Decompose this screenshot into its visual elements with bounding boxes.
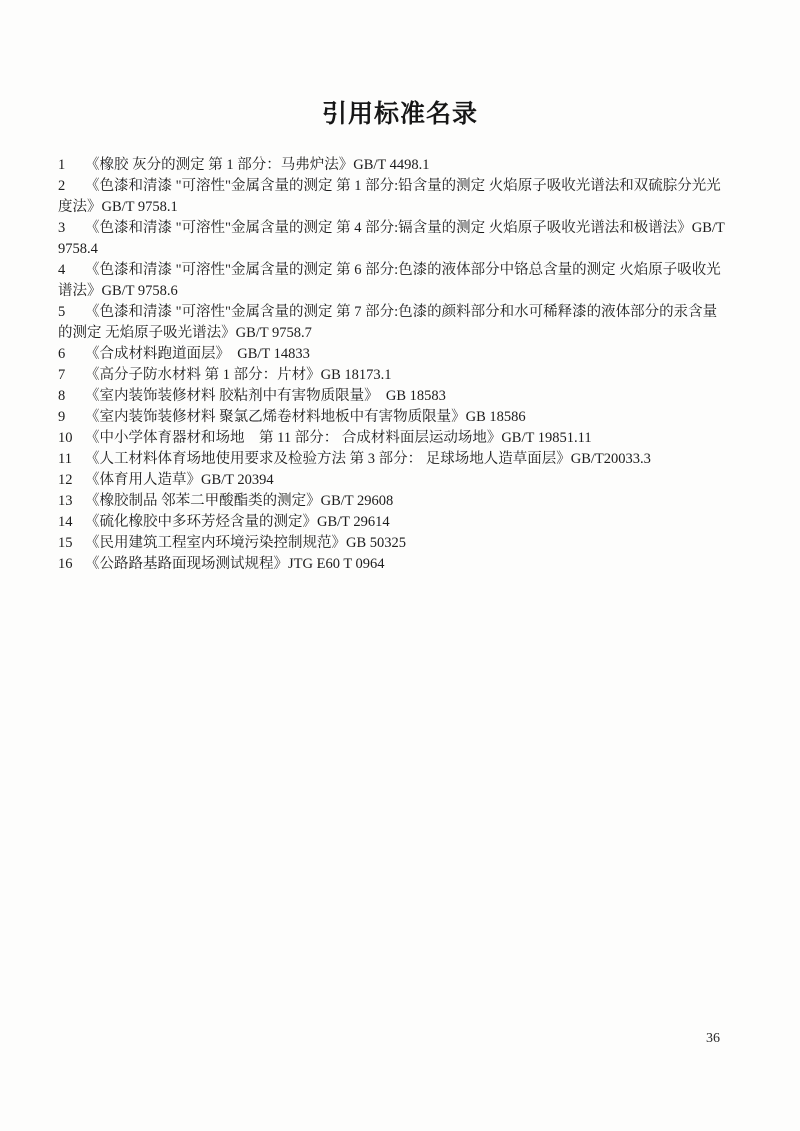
item-number: 3 — [58, 220, 66, 236]
list-item — [58, 155, 730, 176]
item-text: 《橡胶 灰分的测定 第 1 部分：马弗炉法》GB/T 4498.1 — [85, 157, 430, 173]
item-number: 16 — [58, 556, 73, 572]
item-number: 12 — [58, 472, 73, 488]
item-number: 15 — [58, 535, 73, 551]
item-text: 《体育用人造草》GB/T 20394 — [85, 472, 274, 488]
list-item — [58, 449, 730, 470]
list-item — [58, 512, 730, 533]
item-number: 6 — [58, 346, 66, 362]
item-number: 11 — [58, 451, 72, 467]
standards-list — [58, 155, 730, 575]
list-item — [58, 491, 730, 512]
item-text: 《民用建筑工程室内环境污染控制规范》GB 50325 — [85, 535, 407, 551]
item-number: 8 — [58, 388, 66, 404]
list-item — [58, 365, 730, 386]
list-item — [58, 302, 730, 344]
list-item — [58, 554, 730, 575]
item-text: 《人工材料体育场地使用要求及检验方法 第 3 部分： 足球场地人造草面层》GB/T20033.3 — [85, 451, 651, 467]
list-item — [58, 533, 730, 554]
list-item — [58, 176, 730, 218]
item-number: 13 — [58, 493, 73, 509]
page-title: 引用标准名录 — [321, 101, 478, 128]
page-number: 36 — [706, 1031, 720, 1046]
item-number: 9 — [58, 409, 66, 425]
item-text: 《硫化橡胶中多环芳烃含量的测定》GB/T 29614 — [85, 514, 390, 530]
item-text: 《色漆和清漆 "可溶性"金属含量的测定 第 4 部分:镉含量的测定 火焰原子吸收光谱法和极谱法》GB/T 9758.4 — [58, 220, 729, 257]
list-item — [58, 344, 730, 365]
item-number: 4 — [58, 262, 66, 278]
list-item — [58, 260, 730, 302]
item-number: 10 — [58, 430, 73, 446]
item-number: 2 — [58, 178, 66, 194]
item-text: 《室内装饰装修材料 聚氯乙烯卷材料地板中有害物质限量》GB 18586 — [85, 409, 526, 425]
item-number: 5 — [58, 304, 66, 320]
item-text: 《室内装饰装修材料 胶粘剂中有害物质限量》 GB 18583 — [85, 388, 446, 404]
item-text: 《高分子防水材料 第 1 部分：片材》GB 18173.1 — [85, 367, 392, 383]
item-text: 《色漆和清漆 "可溶性"金属含量的测定 第 7 部分:色漆的颜料部分和水可稀释漆的液体部分的汞含量的测定 无焰原子吸光谱法》GB/T 9758.7 — [58, 304, 718, 341]
item-text: 《公路路基路面现场测试规程》JTG E60 T 0964 — [85, 556, 385, 572]
item-text: 《橡胶制品 邻苯二甲酸酯类的测定》GB/T 29608 — [85, 493, 394, 509]
item-text: 《色漆和清漆 "可溶性"金属含量的测定 第 6 部分:色漆的液体部分中铬总含量的测定 火焰原子吸收光谱法》GB/T 9758.6 — [58, 262, 721, 299]
list-item — [58, 470, 730, 491]
list-item — [58, 218, 730, 260]
item-text: 《色漆和清漆 "可溶性"金属含量的测定 第 1 部分:铅含量的测定 火焰原子吸收光谱法和双硫腙分光光度法》GB/T 9758.1 — [58, 178, 721, 215]
item-text: 《合成材料跑道面层》 GB/T 14833 — [85, 346, 310, 362]
item-number: 1 — [58, 157, 66, 173]
list-item — [58, 407, 730, 428]
item-number: 7 — [58, 367, 66, 383]
list-item — [58, 386, 730, 407]
item-number: 14 — [58, 514, 73, 530]
list-item — [58, 428, 730, 449]
item-text: 《中小学体育器材和场地 第 11 部分： 合成材料面层运动场地》GB/T 19851.11 — [85, 430, 592, 446]
